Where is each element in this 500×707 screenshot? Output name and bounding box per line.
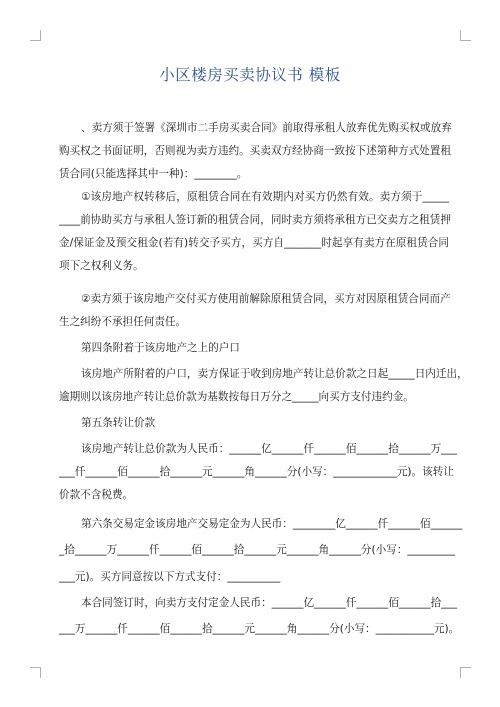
paragraph-line: 价款不含税费。 [59,489,134,501]
paragraph-line: 本合同签订时，向卖方支付定金人民币：______亿______仟______佰______拾___ [81,597,458,609]
paragraph-line: 逾期则以该房地产转让总价款为基数按每日万分之_____向买方支付违约金。 [59,391,414,403]
section-heading: 第四条附着于该房地产之上的户口 [81,342,240,354]
paragraph-line: 购买权之书面证明，否则视为卖方违约。买卖双方经协商一致按下述第种方式处置租 [59,145,451,157]
document-title: 小区楼房买卖协议书 模板 [159,66,341,84]
paragraph-line: 第六条交易定金该房地产交易定金为人民币：________亿______仟______佰______ [81,518,463,530]
paragraph-line: ②卖方须于该房地产交付买方使用前解除原租赁合同，买方对因原租赁合同而产 [81,293,451,305]
paragraph-line: 该房地产所附着的户口，卖方保证于收到房地产转让总价款之日起_____日内迁出， [81,368,468,380]
section-heading: 第五条转让价款 [81,417,156,429]
paragraph-line: 该房地产转让总价款为人民币：______亿______仟______佰______拾______万___ [81,443,458,455]
paragraph-line: ___万______仟______佰______拾______元______角______分(小写：___________元)。 [59,623,460,635]
paragraph-line: ___仟______佰______拾______元______角______分(小写：____________元)。该转让 [59,466,454,478]
paragraph-line: 生之纠纷不承担任何责任。 [59,316,187,328]
paragraph-line: _拾______万______仟______佰______拾______元______角______分(小写：_________ [59,544,456,556]
page-corner-mark-bottom-right [460,667,471,678]
paragraph-line: 项下之权利义务。 [59,260,144,272]
page-corner-mark-bottom-left [30,667,41,678]
paragraph-line: 金/保证金及预交租金(若有)转交予买方，买方自_______时起享有卖方在原租赁合同 [59,237,449,249]
paragraph-line: ①该房地产权转移后，原租赁合同在有效期内对买方仍然有效。卖方须于_____ [81,191,449,203]
paragraph-line: 、卖方须于签署《深圳市二手房买卖合同》前取得承租人放弃优先购买权或放弃 [81,122,452,134]
paragraph-line: ____前协助买方与承租人签订新的租赁合同，同时卖方须将承租方已交卖方之租赁押 [59,214,451,226]
paragraph-line: 赁合同(只能选择其中一种)：________。 [59,168,248,180]
paragraph-line: ___元)。买方同意按以下方式支付：__________ [59,571,281,583]
page-corner-mark-top-right [460,30,471,41]
page-corner-mark-top-left [30,30,41,41]
